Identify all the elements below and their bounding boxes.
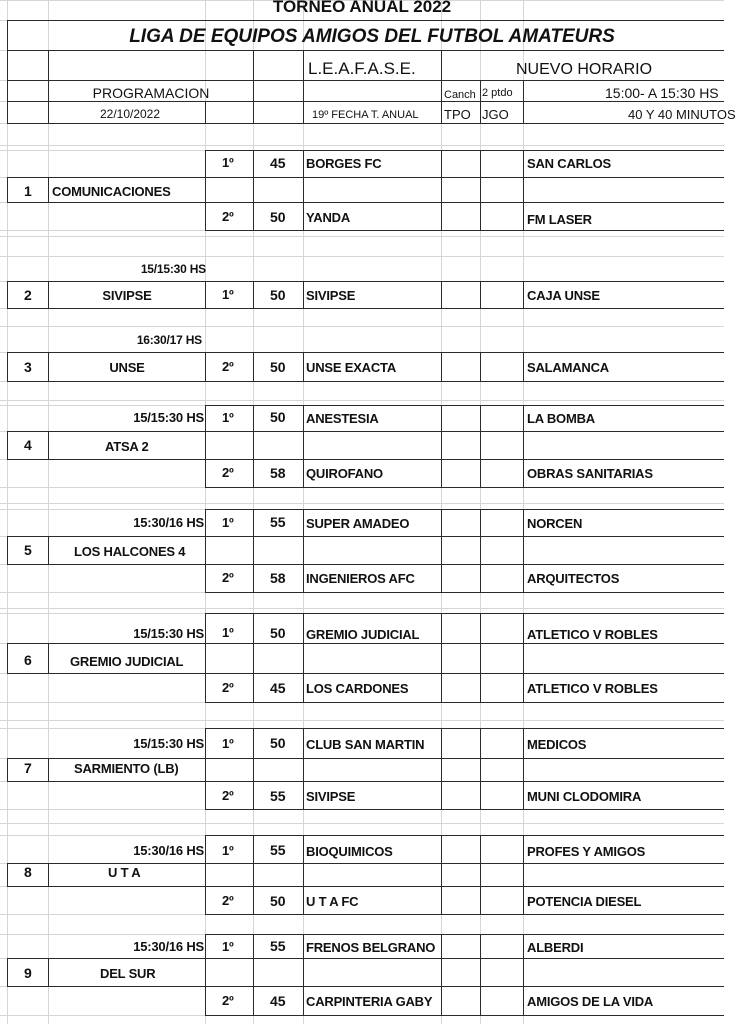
border-line [48, 431, 49, 459]
gridline-row [0, 608, 724, 609]
border-line [205, 509, 206, 592]
border-line [303, 150, 304, 230]
border-line [253, 50, 254, 123]
border-line [7, 352, 8, 381]
venue-4-match-1-away: LA BOMBA [527, 411, 595, 426]
venue-2-match-1-home: SIVIPSE [306, 288, 356, 303]
border-line [7, 50, 724, 51]
venue-1-match-1-minutes: 45 [270, 155, 286, 171]
tpo-label: TPO [444, 107, 471, 122]
border-line [48, 958, 49, 986]
venue-5-match-1-away: NORCEN [527, 516, 583, 531]
border-line [480, 405, 481, 487]
venue-1-match-2-home: YANDA [306, 210, 351, 225]
border-line [48, 643, 49, 673]
border-line [7, 986, 724, 987]
venue-7-number: 7 [24, 760, 32, 776]
venue-9-match-1-away: ALBERDI [527, 940, 584, 955]
border-line [441, 352, 442, 381]
venue-9-number: 9 [24, 965, 32, 981]
border-line [7, 643, 8, 673]
border-line [205, 281, 206, 308]
border-line [303, 934, 304, 1015]
border-line [7, 431, 8, 459]
venue-4-match-2-away: OBRAS SANITARIAS [527, 466, 653, 481]
border-line [441, 835, 442, 914]
venue-9-match-1-half: 1º [222, 939, 234, 954]
border-line [253, 613, 254, 702]
venue-8-match-2-minutes: 50 [270, 893, 286, 909]
gridline-row [0, 145, 724, 146]
border-line [7, 80, 724, 81]
border-line [7, 886, 724, 887]
border-line [480, 509, 481, 592]
venue-8-match-1-half: 1º [222, 843, 234, 858]
border-line [441, 50, 442, 80]
border-line [7, 758, 8, 781]
border-line [441, 728, 442, 809]
border-line [7, 958, 8, 986]
venue-8-match-1-home: BIOQUIMICOS [306, 844, 393, 859]
venue-3-number: 3 [24, 359, 32, 375]
venue-2-match-1-half: 1º [222, 287, 234, 302]
border-line [7, 536, 8, 564]
venue-5-match-2-home: INGENIEROS AFC [306, 571, 415, 586]
venue-4-match-1-half: 1º [222, 410, 234, 425]
border-line [48, 177, 49, 202]
border-line [253, 405, 254, 487]
border-line [205, 150, 724, 151]
venue-3-match-1-half: 2º [222, 359, 234, 374]
venue-5-match-2-away: ARQUITECTOS [527, 571, 620, 586]
border-line [523, 934, 524, 1015]
league-acronym: L.E.A.F.A.S.E. [308, 59, 416, 78]
border-line [253, 934, 254, 1015]
gridline-row [0, 326, 724, 327]
venue-6-match-2-home: LOS CARDONES [306, 681, 409, 696]
venue-4-match-2-minutes: 58 [270, 465, 286, 481]
venue-1-match-1-away: SAN CARLOS [527, 156, 611, 171]
border-line [7, 431, 724, 432]
tournament-title: TORNEO ANUAL 2022 [272, 0, 452, 16]
border-line [253, 509, 254, 592]
border-line [205, 835, 724, 836]
venue-9-time: 15:30/16 HS [133, 939, 204, 954]
round-label: 19º FECHA T. ANUAL [312, 109, 419, 121]
border-line [523, 405, 524, 487]
venue-2-name: SIVIPSE [102, 288, 152, 303]
venue-1-match-2-away: FM LASER [527, 212, 592, 227]
border-line [205, 487, 724, 488]
border-line [480, 728, 481, 809]
jgo-label: JGO [482, 107, 509, 122]
border-line [7, 958, 724, 959]
border-line [303, 728, 304, 809]
gridline-row [0, 720, 724, 721]
venue-8-number: 8 [24, 864, 32, 880]
venue-4-match-1-home: ANESTESIA [306, 411, 379, 426]
venue-8-match-2-home: U T A FC [306, 894, 359, 909]
border-line [441, 80, 442, 123]
border-line [7, 863, 724, 864]
border-line [7, 381, 724, 382]
venue-9-match-2-away: AMIGOS DE LA VIDA [527, 994, 654, 1009]
match-duration: 40 Y 40 MINUTOS [628, 107, 736, 122]
canch-label: Canch [444, 89, 476, 101]
border-line [205, 150, 206, 230]
venue-2-match-1-away: CAJA UNSE [527, 288, 600, 303]
border-line [48, 352, 49, 381]
venue-9-match-1-home: FRENOS BELGRANO [306, 940, 436, 955]
programacion-label: PROGRAMACION [92, 85, 210, 101]
venue-1-match-1-half: 1º [222, 155, 234, 170]
border-line [48, 536, 49, 564]
border-line [7, 123, 724, 124]
two-ptdo-label: 2 ptdo [482, 87, 513, 99]
border-line [7, 101, 724, 102]
venue-3-match-1-home: UNSE EXACTA [306, 360, 397, 375]
venue-6-match-2-minutes: 45 [270, 680, 286, 696]
gridline-row [0, 256, 724, 257]
border-line [480, 281, 481, 308]
venue-8-name: U T A [108, 865, 141, 880]
border-line [441, 934, 442, 1015]
venue-7-time: 15/15:30 HS [133, 736, 204, 751]
border-line [253, 281, 254, 308]
border-line [205, 1015, 724, 1016]
venue-9-match-1-minutes: 55 [270, 938, 286, 954]
border-line [441, 405, 442, 487]
border-line [205, 405, 206, 487]
border-line [480, 934, 481, 1015]
venue-7-match-2-half: 2º [222, 788, 234, 803]
border-line [7, 863, 8, 886]
border-line [7, 536, 724, 537]
border-line [7, 459, 724, 460]
venue-1-match-1-home: BORGES FC [306, 156, 382, 171]
venue-2-time: 15/15:30 HS [140, 262, 206, 276]
league-subtitle: LIGA DE EQUIPOS AMIGOS DEL FUTBOL AMATEURS [129, 26, 615, 47]
border-line [205, 613, 724, 614]
venue-6-name: GREMIO JUDICIAL [70, 654, 184, 669]
border-line [303, 613, 304, 702]
border-line [253, 728, 254, 809]
border-line [523, 352, 524, 381]
border-line [480, 613, 481, 702]
border-line [480, 80, 481, 123]
venue-2-number: 2 [24, 287, 32, 303]
border-line [303, 50, 304, 123]
venue-8-match-1-away: PROFES Y AMIGOS [527, 844, 646, 859]
border-line [48, 863, 49, 886]
border-line [7, 308, 724, 309]
border-line [523, 835, 524, 914]
venue-6-match-1-home: GREMIO JUDICIAL [306, 627, 420, 642]
venue-1-match-2-half: 2º [222, 209, 234, 224]
border-line [480, 150, 481, 230]
border-line [205, 914, 724, 915]
venue-1-name: COMUNICACIONES [52, 184, 171, 199]
border-line [205, 352, 206, 381]
venue-1-match-2-minutes: 50 [270, 209, 286, 225]
venue-7-name: SARMIENTO (LB) [74, 761, 179, 776]
venue-4-match-2-home: QUIROFANO [306, 466, 383, 481]
border-line [303, 405, 304, 487]
border-line [303, 352, 304, 381]
venue-8-match-2-away: POTENCIA DIESEL [527, 894, 642, 909]
venue-9-match-2-home: CARPINTERIA GABY [306, 994, 433, 1009]
border-line [205, 702, 724, 703]
venue-4-match-1-minutes: 50 [270, 409, 286, 425]
border-line [205, 509, 724, 510]
venue-5-name: LOS HALCONES 4 [74, 544, 186, 559]
venue-6-match-2-away: ATLETICO V ROBLES [527, 681, 658, 696]
venue-7-match-2-minutes: 55 [270, 788, 286, 804]
venue-9-match-2-half: 2º [222, 993, 234, 1008]
venue-5-match-1-half: 1º [222, 515, 234, 530]
border-line [205, 230, 724, 231]
venue-3-time: 16:30/17 HS [136, 333, 202, 347]
venue-8-match-1-minutes: 55 [270, 842, 286, 858]
border-line [7, 758, 724, 759]
border-line [48, 281, 49, 308]
time-window: 15:00- A 15:30 HS [605, 85, 719, 101]
venue-5-time: 15:30/16 HS [133, 515, 204, 530]
border-line [523, 509, 524, 592]
venue-6-time: 15/15:30 HS [133, 626, 204, 641]
gridline-row [0, 236, 724, 237]
border-line [523, 80, 524, 123]
border-line [205, 592, 724, 593]
border-line [205, 728, 206, 809]
program-date: 22/10/2022 [99, 107, 161, 121]
venue-7-match-2-away: MUNI CLODOMIRA [527, 789, 642, 804]
venue-3-match-1-away: SALAMANCA [527, 360, 609, 375]
border-line [441, 613, 442, 702]
border-line [253, 352, 254, 381]
border-line [480, 352, 481, 381]
venue-7-match-2-home: SIVIPSE [306, 789, 356, 804]
venue-8-match-2-half: 2º [222, 893, 234, 908]
border-line [7, 202, 724, 203]
border-line [7, 177, 8, 202]
venue-8-time: 15:30/16 HS [133, 843, 204, 858]
venue-7-match-1-half: 1º [222, 736, 234, 751]
venue-6-match-2-half: 2º [222, 680, 234, 695]
venue-6-number: 6 [24, 652, 32, 668]
border-line [7, 177, 724, 178]
venue-5-match-1-home: SUPER AMADEO [306, 516, 410, 531]
border-line [205, 728, 724, 729]
venue-5-match-2-half: 2º [222, 570, 234, 585]
border-line [441, 281, 442, 308]
border-line [303, 835, 304, 914]
border-line [48, 50, 49, 123]
venue-2-match-1-minutes: 50 [270, 287, 286, 303]
border-line [205, 934, 206, 1015]
border-line [523, 281, 524, 308]
border-line [205, 934, 724, 935]
border-line [523, 728, 524, 809]
border-line [7, 643, 724, 644]
venue-4-number: 4 [24, 437, 32, 453]
venue-7-match-1-away: MEDICOS [527, 737, 587, 752]
venue-4-match-2-half: 2º [222, 465, 234, 480]
venue-5-match-1-minutes: 55 [270, 514, 286, 530]
border-line [303, 281, 304, 308]
border-line [441, 150, 442, 230]
venue-4-time: 15/15:30 HS [133, 410, 204, 425]
venue-7-match-1-home: CLUB SAN MARTIN [306, 737, 425, 752]
venue-6-match-1-half: 1º [222, 625, 234, 640]
border-line [205, 809, 724, 810]
border-line [523, 613, 524, 702]
venue-5-match-2-minutes: 58 [270, 570, 286, 586]
gridline-row [0, 823, 724, 824]
venue-9-name: DEL SUR [100, 966, 156, 981]
venue-9-match-2-minutes: 45 [270, 993, 286, 1009]
venue-5-number: 5 [24, 542, 32, 558]
border-line [7, 673, 724, 674]
border-line [7, 20, 724, 21]
venue-1-number: 1 [24, 183, 32, 199]
venue-6-match-1-minutes: 50 [270, 625, 286, 641]
venue-3-match-1-minutes: 50 [270, 359, 286, 375]
venue-3-name: UNSE [109, 360, 145, 375]
border-line [7, 352, 724, 353]
venue-6-match-1-away: ATLETICO V ROBLES [527, 627, 658, 642]
new-schedule-label: NUEVO HORARIO [516, 61, 653, 78]
gridline-row [0, 503, 724, 504]
venue-7-match-1-minutes: 50 [270, 735, 286, 751]
border-line [441, 509, 442, 592]
border-line [48, 758, 49, 781]
venue-4-name: ATSA 2 [105, 439, 149, 454]
border-line [205, 405, 724, 406]
border-line [205, 613, 206, 702]
border-line [480, 835, 481, 914]
border-line [7, 781, 724, 782]
border-line [7, 564, 724, 565]
gridline-row [0, 400, 724, 401]
border-line [7, 281, 724, 282]
border-line [523, 150, 524, 230]
border-line [7, 281, 8, 308]
border-line [253, 835, 254, 914]
border-line [303, 509, 304, 592]
border-line [205, 835, 206, 914]
border-line [253, 150, 254, 230]
